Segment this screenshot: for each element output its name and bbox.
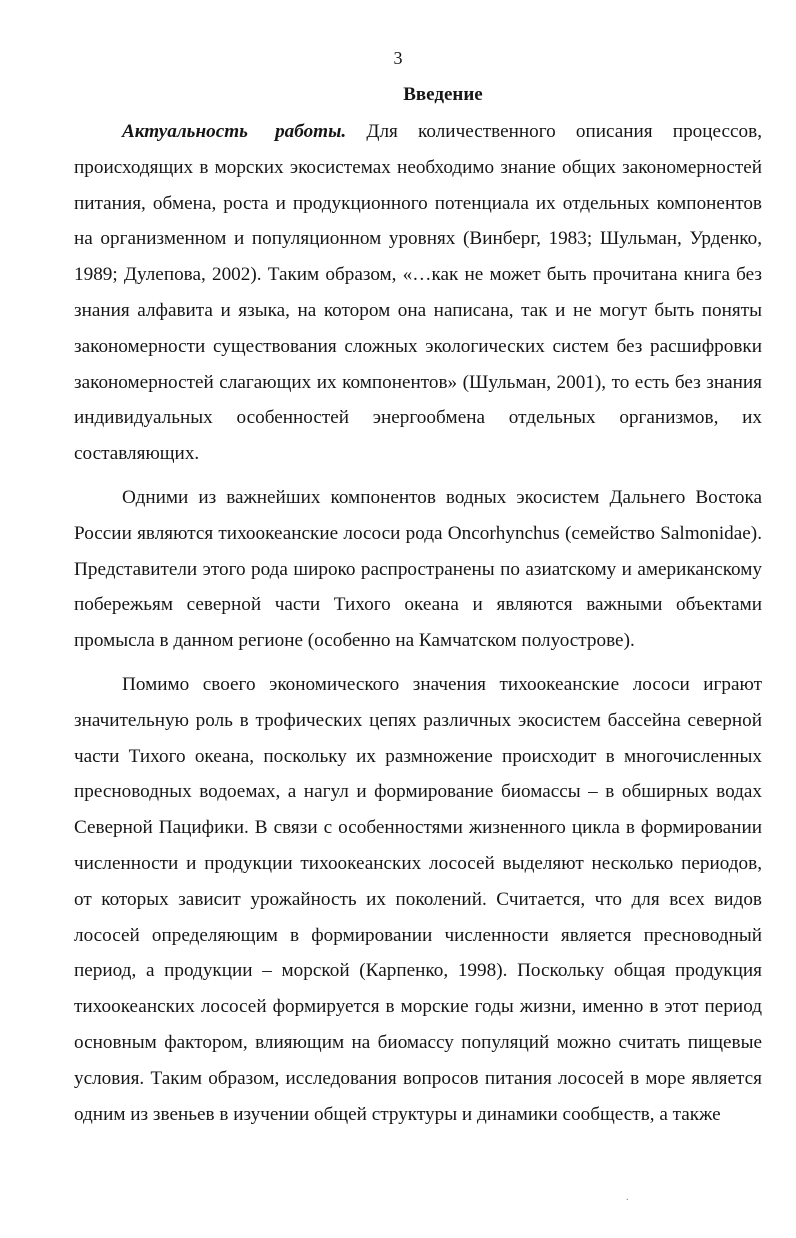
corner-mark: .: [626, 1192, 629, 1203]
paragraph-lead-relevance: Актуальность работы.: [122, 121, 347, 142]
page-number: 3: [393, 48, 403, 68]
body-text: [74, 114, 762, 1132]
section-title: Введение: [403, 84, 483, 105]
paragraph-relevance: [74, 114, 762, 472]
paragraph-salmon-components: Одними из важнейших компонентов водных экосистем Дальнего Востока России являются тихоокеанские лососи рода Oncorhynchus (семейство Salmonidae). Представители этого рода широко распространены по азиатскому и американскому побережьям северной части Тихого океана и являются важными объектами промысла в данном регионе (особенно на Камчатском полуострове).: [74, 486, 762, 652]
paragraph-text: Для количественного описания процессов, происходящих в морских экосистемах необходимо знание общих закономерностей питания, обмена, роста и продукционного потенциала их отдельных компонентов на организменном и популяционном уровнях (Винберг, 1983; Шульман, Урденко, 1989; Дулепова, 2002). Таким образом, «…как не может быть прочитана книга без знания алфавита и языка, на котором она написана, так и не могут быть поняты закономерности существования сложных экологических систем без расшифровки закономерностей слагающих их компонентов» (Шульман, 2001), то есть без знания индивидуальных особенностей энергообмена отдельных организмов, их составляющих.: [74, 121, 763, 465]
paragraph-salmon-economics: Помимо своего экономического значения тихоокеанские лососи играют значительную роль в трофических цепях различных экосистем бассейна северной части Тихого океана, поскольку их размножение происходит в многочисленных пресноводных водоемах, а нагул и формирование биомассы – в обширных водах Северной Пацифики. В связи с особенностями жизненного цикла в формировании численности и продукции тихоокеанских лососей выделяют несколько периодов, от которых зависит урожайность их поколений. Считается, что для всех видов лососей определяющим в формировании численности является пресноводный период, а продукции – морской (Карпенко, 1998). Поскольку общая продукция тихоокеанских лососей формируется в морские годы жизни, именно в этот период основным фактором, влияющим на биомассу популяций можно считать пищевые условия. Таким образом, исследования вопросов питания лососей в море является одним из звеньев в изучении общей структуры и динамики сообществ, а также: [74, 673, 762, 1125]
